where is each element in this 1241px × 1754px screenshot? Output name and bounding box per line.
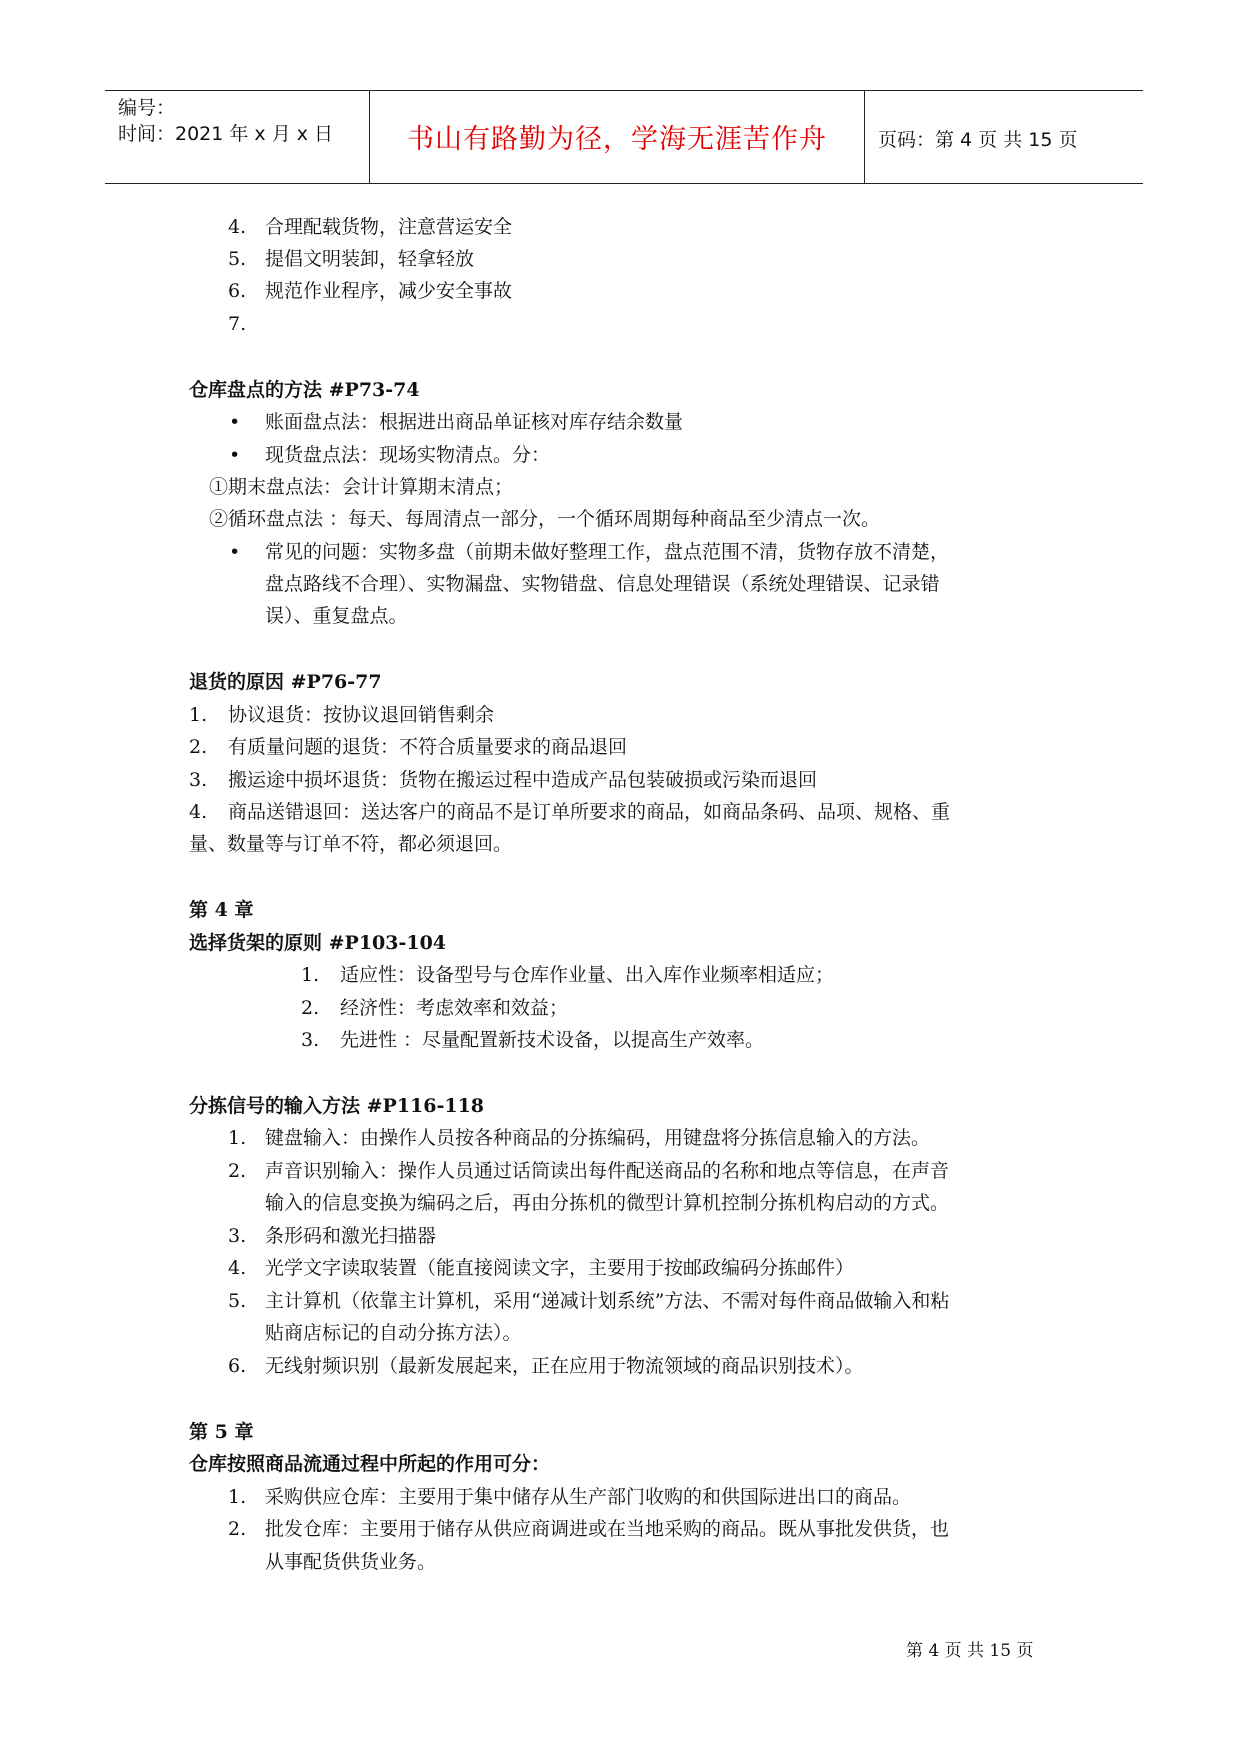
list-item: 协议退货：按协议退回销售剩余 [228,704,495,726]
list-item-cont: 输入的信息变换为编码之后，再由分拣机的微型计算机控制分拣机构启动的方式。 [265,1192,950,1214]
page-label: 页码：第 4 页 共 15 页 [878,129,1078,151]
section-heading-returns: 退货的原因 #P76-77 [189,671,382,693]
list-number: 5. [228,248,247,270]
bullet: • [229,411,241,433]
header-table [105,90,1143,184]
list-item: 合理配载货物，注意营运安全 [265,216,513,238]
list-item: 适应性：设备型号与仓库作业量、出入库作业频率相适应； [340,964,835,986]
list-item-cont: 贴商店标记的自动分拣方法）。 [265,1322,522,1344]
list-number: 1. [228,1127,247,1149]
list-item: 先进性 ：尽量配置新技术设备，以提高生产效率。 [340,1029,765,1051]
sub-item: ①期末盘点法：会计计算期末清点； [209,476,514,498]
list-number: 2. [228,1518,247,1540]
list-item: 键盘输入：由操作人员按各种商品的分拣编码，用键盘将分拣信息输入的方法。 [265,1127,931,1149]
header-center-cell [370,91,865,183]
list-item-cont: 量、数量等与订单不符，都必须退回。 [189,833,513,855]
list-number: 5. [228,1290,247,1312]
list-item: 经济性：考虑效率和效益； [340,997,569,1019]
header-right-cell [865,91,1143,183]
list-number: 2. [228,1160,247,1182]
list-item: 商品送错退回：送达客户的商品不是订单所要求的商品，如商品条码、品项、规格、重 [228,801,951,823]
list-number: 4. [228,1257,247,1279]
list-item: 主计算机（依靠主计算机，采用“递减计划系统”方法、不需对每件商品做输入和粘 [265,1290,950,1312]
bullet: • [229,541,241,563]
list-item: 批发仓库：主要用于储存从供应商调进或在当地采购的商品。既从事批发供货，也 [265,1518,950,1540]
list-item: 条形码和激光扫描器 [265,1225,437,1247]
list-item: 有质量问题的退货：不符合质量要求的商品退回 [228,736,628,758]
time-label: 时间：2021 年 x 月 x 日 [118,123,334,145]
list-item: 光学文字读取装置（能直接阅读文字，主要用于按邮政编码分拣邮件） [265,1257,855,1279]
list-number: 1. [301,964,320,986]
list-item: 提倡文明装卸，轻拿轻放 [265,248,475,270]
bullet: • [229,444,241,466]
list-item-cont: 误）、重复盘点。 [265,605,408,627]
section-heading-sorting: 分拣信号的输入方法 #P116-118 [189,1095,485,1117]
list-number: 1. [189,704,208,726]
list-item: 无线射频识别（最新发展起来，正在应用于物流领域的商品识别技术）。 [265,1355,864,1377]
list-number: 3. [301,1029,320,1051]
list-number: 3. [189,769,208,791]
list-item: 声音识别输入：操作人员通过话筒读出每件配送商品的名称和地点等信息，在声音 [265,1160,950,1182]
number-label: 编号： [118,97,176,119]
section-heading-inventory: 仓库盘点的方法 #P73-74 [189,379,420,401]
list-number: 1. [228,1486,247,1508]
header-left-cell [105,91,370,183]
list-number: 6. [228,280,247,302]
page-footer: 第 4 页 共 15 页 [906,1641,1034,1661]
list-number: 2. [301,997,320,1019]
list-number: 4. [228,216,247,238]
list-number: 4. [189,801,208,823]
list-item: 搬运途中损坏退货：货物在搬运过程中造成产品包装破损或污染而退回 [228,769,818,791]
list-number: 3. [228,1225,247,1247]
list-item: 现货盘点法：现场实物清点。分： [265,444,551,466]
list-item-cont: 盘点路线不合理）、实物漏盘、实物错盘、信息处理错误（系统处理错误、记录错 [265,573,940,595]
list-number: 6. [228,1355,247,1377]
section-heading-shelves: 选择货架的原则 #P103-104 [189,932,447,954]
chapter-title: 第 5 章 [189,1421,254,1443]
list-number: 2. [189,736,208,758]
section-heading-warehouse: 仓库按照商品流通过程中所起的作用可分： [189,1453,551,1475]
list-item-cont: 从事配货供货业务。 [265,1551,437,1573]
list-item: 账面盘点法：根据进出商品单证核对库存结余数量 [265,411,684,433]
motto: 书山有路勤为径，学海无涯苦作舟 [407,124,827,155]
list-item: 采购供应仓库：主要用于集中储存从生产部门收购的和供国际进出口的商品。 [265,1486,912,1508]
sub-item: ②循环盘点法 ：每天、每周清点一部分，一个循环周期每种商品至少清点一次。 [209,508,881,530]
list-item: 规范作业程序，减少安全事故 [265,280,513,302]
chapter-title: 第 4 章 [189,899,254,921]
list-number: 7. [228,313,247,335]
list-item: 常见的问题：实物多盘（前期未做好整理工作，盘点范围不清，货物存放不清楚， [265,541,950,563]
